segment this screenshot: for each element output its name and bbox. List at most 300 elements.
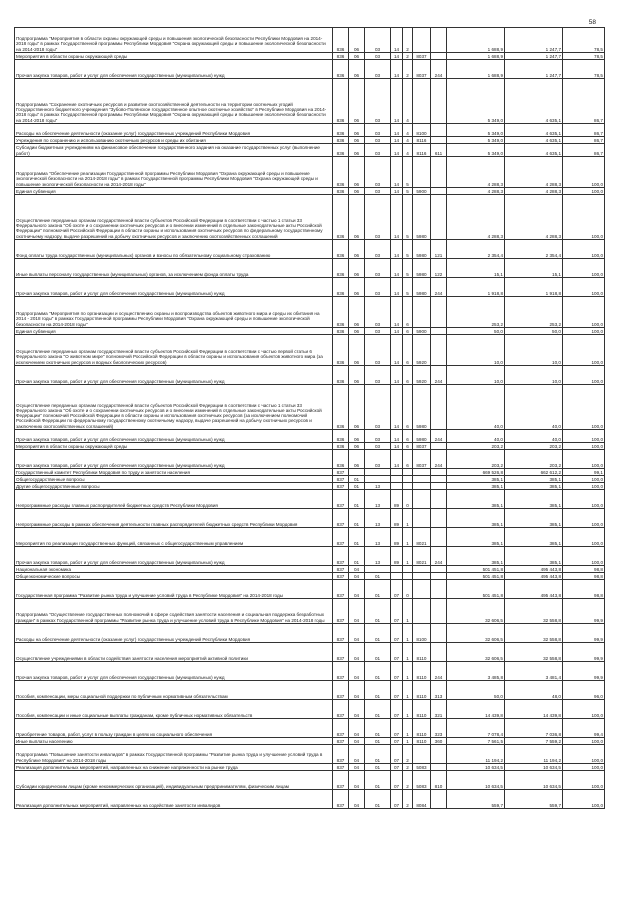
section-code-cell: 04	[349, 738, 365, 745]
row-name-cell: Подпрограмма "Мероприятия в области охраны окружающей среды и повышения экологической безопасности Республики Мордовия на 2014-2018 годы" в рамках Государственной программы Республики Мордовия "Охрана окружающей среды и повышение экологической безопасности на 2014-2018 годы"	[15, 28, 333, 53]
row-name-cell: Осуществление переданных органам государственной власти субъектов Российской Федерации в соответствии с частью 1 статьи 33 Федерального закона "Об охоте и о сохранении охотничьих ресурсов и о внесении изменений в отдельные законодательные акты Российской Федерации" полномочий Российской Федерации в области охраны и использования охотничьих ресурсов по федеральному государственному охотничьему надзору, выдаче разрешений на добычу охотничьих ресурсов и заключению охотхозяйственных соглашений	[15, 195, 333, 240]
item-code-cell	[413, 476, 431, 483]
table-row	[15, 790, 605, 809]
execution-percent-cell: 100,0	[563, 547, 605, 566]
actual-amount-cell: 253,2	[505, 297, 563, 328]
planned-amount-cell: 32 606,5	[447, 624, 505, 643]
program-code-cell: 14	[391, 385, 403, 430]
expense-type-cell	[431, 124, 447, 137]
ministry-code-cell: 837	[333, 580, 349, 599]
item-code-cell: 8100	[413, 124, 431, 137]
actual-amount-cell: 4 635,1	[505, 144, 563, 157]
ministry-code-cell: 837	[333, 476, 349, 483]
expense-type-cell	[431, 385, 447, 430]
planned-amount-cell: 1 688,9	[447, 53, 505, 60]
subprogram-code-cell: 6	[403, 443, 413, 450]
actual-amount-cell: 4 288,3	[505, 195, 563, 240]
subsection-code-cell: 01	[365, 624, 391, 643]
ministry-code-cell: 837	[333, 662, 349, 681]
section-code-cell: 01	[349, 490, 365, 509]
subprogram-code-cell: 2	[403, 771, 413, 790]
table-row	[15, 259, 605, 278]
table-row	[15, 490, 605, 509]
planned-amount-cell: 203,2	[447, 443, 505, 450]
actual-amount-cell: 10 634,5	[505, 764, 563, 771]
execution-percent-cell: 86,7	[563, 144, 605, 157]
execution-percent-cell: 99,9	[563, 624, 605, 643]
actual-amount-cell: 385,1	[505, 490, 563, 509]
execution-percent-cell: 100,0	[563, 430, 605, 443]
actual-amount-cell: 385,1	[505, 528, 563, 547]
subsection-code-cell: 01	[365, 738, 391, 745]
program-code-cell: 14	[391, 188, 403, 195]
subsection-code-cell: 03	[365, 195, 391, 240]
section-code-cell: 06	[349, 195, 365, 240]
ministry-code-cell: 837	[333, 643, 349, 662]
expense-type-cell	[431, 624, 447, 643]
program-code-cell: 07	[391, 738, 403, 745]
item-code-cell: 5900	[413, 328, 431, 335]
subprogram-code-cell: 5	[403, 278, 413, 297]
row-name-cell: Единая субвенция	[15, 188, 333, 195]
actual-amount-cell: 203,2	[505, 443, 563, 450]
section-code-cell: 06	[349, 385, 365, 430]
expense-type-cell	[431, 580, 447, 599]
item-code-cell: 8100	[413, 624, 431, 643]
subprogram-code-cell: 1	[403, 599, 413, 624]
ministry-code-cell: 836	[333, 278, 349, 297]
actual-amount-cell: 11 194,2	[505, 745, 563, 764]
expense-type-cell	[431, 469, 447, 476]
expense-type-cell	[431, 643, 447, 662]
ministry-code-cell: 836	[333, 28, 349, 53]
section-code-cell: 04	[349, 662, 365, 681]
ministry-code-cell: 836	[333, 60, 349, 79]
subprogram-code-cell: 2	[403, 53, 413, 60]
program-code-cell: 89	[391, 547, 403, 566]
planned-amount-cell: 10,0	[447, 366, 505, 385]
table-body	[15, 28, 605, 809]
item-code-cell: 8110	[413, 662, 431, 681]
item-code-cell: 8116	[413, 144, 431, 157]
actual-amount-cell: 4 288,3	[505, 188, 563, 195]
ministry-code-cell: 837	[333, 764, 349, 771]
expense-type-cell: 244	[431, 366, 447, 385]
subprogram-code-cell	[403, 469, 413, 476]
row-name-cell: Прочая закупка товаров, работ и услуг для обеспечения государственных (муниципальных) нужд	[15, 278, 333, 297]
actual-amount-cell: 203,2	[505, 450, 563, 469]
subsection-code-cell: 01	[365, 573, 391, 580]
row-name-cell: Общегосударственные вопросы	[15, 476, 333, 483]
table-row	[15, 719, 605, 738]
row-name-cell: Мероприятия в области охраны окружающей среды	[15, 53, 333, 60]
expense-type-cell	[431, 335, 447, 366]
planned-amount-cell: 40,0	[447, 430, 505, 443]
execution-percent-cell: 100,0	[563, 764, 605, 771]
budget-table	[14, 27, 605, 809]
subprogram-code-cell: 6	[403, 335, 413, 366]
section-code-cell: 04	[349, 745, 365, 764]
planned-amount-cell: 7 561,5	[447, 738, 505, 745]
item-code-cell	[413, 483, 431, 490]
subsection-code-cell: 01	[365, 700, 391, 719]
section-code-cell: 04	[349, 764, 365, 771]
expense-type-cell	[431, 79, 447, 124]
actual-amount-cell: 495 443,8	[505, 566, 563, 573]
actual-amount-cell: 10,0	[505, 366, 563, 385]
row-name-cell: Прочая закупка товаров, работ и услуг для обеспечения государственных (муниципальных) нужд	[15, 430, 333, 443]
actual-amount-cell: 48,0	[505, 681, 563, 700]
subsection-code-cell: 03	[365, 240, 391, 259]
section-code-cell: 06	[349, 328, 365, 335]
table-row	[15, 573, 605, 580]
expense-type-cell: 244	[431, 450, 447, 469]
program-code-cell	[391, 483, 403, 490]
planned-amount-cell: 203,2	[447, 450, 505, 469]
execution-percent-cell: 86,7	[563, 124, 605, 137]
row-name-cell: Пособия, компенсации и иные социальные выплаты гражданам, кроме публичных нормативных обязательств	[15, 700, 333, 719]
row-name-cell: Фонд оплаты труда государственных (муниципальных) органов и взносы по обязательному социальному страхованию	[15, 240, 333, 259]
item-code-cell: 5920	[413, 366, 431, 385]
section-code-cell: 04	[349, 790, 365, 809]
ministry-code-cell: 837	[333, 483, 349, 490]
expense-type-cell	[431, 490, 447, 509]
subprogram-code-cell	[403, 566, 413, 573]
ministry-code-cell: 836	[333, 195, 349, 240]
expense-type-cell: 244	[431, 278, 447, 297]
planned-amount-cell: 1 688,9	[447, 28, 505, 53]
ministry-code-cell: 836	[333, 157, 349, 188]
program-code-cell: 14	[391, 144, 403, 157]
table-row	[15, 566, 605, 573]
table-row	[15, 469, 605, 476]
table-row	[15, 137, 605, 144]
planned-amount-cell: 1 918,8	[447, 278, 505, 297]
subprogram-code-cell: 4	[403, 79, 413, 124]
expense-type-cell: 121	[431, 240, 447, 259]
planned-amount-cell: 669 526,8	[447, 469, 505, 476]
subprogram-code-cell: 6	[403, 430, 413, 443]
program-code-cell: 89	[391, 528, 403, 547]
expense-type-cell	[431, 573, 447, 580]
expense-type-cell	[431, 764, 447, 771]
section-code-cell: 04	[349, 599, 365, 624]
section-code-cell	[349, 469, 365, 476]
planned-amount-cell: 385,1	[447, 509, 505, 528]
execution-percent-cell: 86,7	[563, 137, 605, 144]
ministry-code-cell: 836	[333, 53, 349, 60]
actual-amount-cell: 40,0	[505, 430, 563, 443]
subsection-code-cell: 01	[365, 771, 391, 790]
subprogram-code-cell: 5	[403, 157, 413, 188]
table-row	[15, 764, 605, 771]
expense-type-cell	[431, 483, 447, 490]
row-name-cell: Пособия, компенсации, меры социальной поддержки по публичным нормативным обязательствам	[15, 681, 333, 700]
ministry-code-cell: 836	[333, 450, 349, 469]
subsection-code-cell: 03	[365, 53, 391, 60]
program-code-cell: 14	[391, 430, 403, 443]
section-code-cell: 04	[349, 566, 365, 573]
row-name-cell: Государственная программа "Развитие рынка труда и улучшение условий труда в Республике Мордовия" на 2014-2018 годы	[15, 580, 333, 599]
ministry-code-cell: 836	[333, 144, 349, 157]
planned-amount-cell: 253,2	[447, 297, 505, 328]
subsection-code-cell: 03	[365, 328, 391, 335]
execution-percent-cell: 99,9	[563, 662, 605, 681]
section-code-cell: 06	[349, 450, 365, 469]
item-code-cell: 5980	[413, 195, 431, 240]
subsection-code-cell: 13	[365, 528, 391, 547]
execution-percent-cell: 100,0	[563, 490, 605, 509]
section-code-cell: 04	[349, 624, 365, 643]
section-code-cell: 06	[349, 188, 365, 195]
item-code-cell: 5083	[413, 764, 431, 771]
actual-amount-cell: 1 247,7	[505, 60, 563, 79]
row-name-cell: Подпрограмма "Мероприятия по организации и осуществлению охраны и воспроизводства объектов животного мира и среды их обитания на 2014 - 2018 годы" в рамках Государственной программы Республики Мордовия "Охрана окружающей среды и повышение экологической безопасности на 2014-2018 годы"	[15, 297, 333, 328]
table-row	[15, 188, 605, 195]
planned-amount-cell: 501 451,8	[447, 580, 505, 599]
subprogram-code-cell: 1	[403, 738, 413, 745]
program-code-cell	[391, 566, 403, 573]
actual-amount-cell: 1 918,8	[505, 278, 563, 297]
program-code-cell: 07	[391, 681, 403, 700]
table-row	[15, 240, 605, 259]
item-code-cell: 8110	[413, 643, 431, 662]
subsection-code-cell	[365, 469, 391, 476]
item-code-cell: 8037	[413, 60, 431, 79]
planned-amount-cell: 385,1	[447, 476, 505, 483]
execution-percent-cell: 100,0	[563, 195, 605, 240]
ministry-code-cell: 836	[333, 335, 349, 366]
execution-percent-cell: 99,1	[563, 469, 605, 476]
subprogram-code-cell: 4	[403, 137, 413, 144]
expense-type-cell	[431, 328, 447, 335]
table-row	[15, 745, 605, 764]
program-code-cell: 07	[391, 700, 403, 719]
ministry-code-cell: 837	[333, 681, 349, 700]
actual-amount-cell: 4 635,1	[505, 79, 563, 124]
ministry-code-cell: 836	[333, 124, 349, 137]
actual-amount-cell: 385,1	[505, 547, 563, 566]
item-code-cell: 5900	[413, 188, 431, 195]
subsection-code-cell: 13	[365, 509, 391, 528]
row-name-cell: Прочая закупка товаров, работ и услуг для обеспечения государственных (муниципальных) нужд	[15, 60, 333, 79]
expense-type-cell: 244	[431, 430, 447, 443]
planned-amount-cell: 3 485,8	[447, 662, 505, 681]
table-row	[15, 662, 605, 681]
expense-type-cell	[431, 157, 447, 188]
ministry-code-cell: 837	[333, 566, 349, 573]
subsection-code-cell: 01	[365, 764, 391, 771]
ministry-code-cell: 837	[333, 745, 349, 764]
row-name-cell: Реализация дополнительных мероприятий, направленных на содействие занятости инвалидов	[15, 790, 333, 809]
subprogram-code-cell: 2	[403, 60, 413, 79]
program-code-cell: 07	[391, 624, 403, 643]
subsection-code-cell: 01	[365, 681, 391, 700]
section-code-cell: 04	[349, 771, 365, 790]
item-code-cell	[413, 573, 431, 580]
expense-type-cell: 611	[431, 144, 447, 157]
subprogram-code-cell: 1	[403, 662, 413, 681]
program-code-cell: 14	[391, 240, 403, 259]
item-code-cell	[413, 566, 431, 573]
subprogram-code-cell: 1	[403, 528, 413, 547]
actual-amount-cell: 10,0	[505, 335, 563, 366]
expense-type-cell	[431, 476, 447, 483]
planned-amount-cell: 4 288,3	[447, 195, 505, 240]
planned-amount-cell: 10 634,5	[447, 764, 505, 771]
table-row	[15, 385, 605, 430]
program-code-cell: 14	[391, 443, 403, 450]
execution-percent-cell: 100,0	[563, 790, 605, 809]
table-row	[15, 738, 605, 745]
program-code-cell: 07	[391, 580, 403, 599]
actual-amount-cell: 385,1	[505, 483, 563, 490]
subsection-code-cell: 03	[365, 28, 391, 53]
row-name-cell: Единая субвенция	[15, 328, 333, 335]
subprogram-code-cell: 6	[403, 297, 413, 328]
item-code-cell	[413, 599, 431, 624]
row-name-cell: Национальная экономика	[15, 566, 333, 573]
row-name-cell: Непрограммные расходы главных распорядителей бюджетных средств Республики Мордовия	[15, 490, 333, 509]
item-code-cell	[413, 509, 431, 528]
item-code-cell	[413, 745, 431, 764]
planned-amount-cell: 559,7	[447, 790, 505, 809]
table-row	[15, 297, 605, 328]
item-code-cell: 5980	[413, 240, 431, 259]
ministry-code-cell: 837	[333, 771, 349, 790]
actual-amount-cell: 495 443,8	[505, 573, 563, 580]
section-code-cell: 04	[349, 573, 365, 580]
ministry-code-cell: 837	[333, 509, 349, 528]
item-code-cell: 8084	[413, 790, 431, 809]
row-name-cell: Подпрограмма "Сохранение охотничьих ресурсов и развитие охотхозяйственной деятельности на территории охотничьих угодий Государственного бюджетного учреждения "Зубово-Полянское государственное опытное охотничье хозяйство" в Республике Мордовия на 2014-2018 годы" в рамках Государственной программы Республики Мордовия "Охрана окружающей среды и повышение экологической безопасности на 2014-2018 годы"	[15, 79, 333, 124]
program-code-cell: 14	[391, 53, 403, 60]
ministry-code-cell: 836	[333, 385, 349, 430]
execution-percent-cell: 98,8	[563, 566, 605, 573]
subsection-code-cell	[365, 476, 391, 483]
row-name-cell: Субсидии юридическим лицам (кроме некоммерческих организаций), индивидуальным предпринимателям, физическим лицам	[15, 771, 333, 790]
subprogram-code-cell: 1	[403, 509, 413, 528]
table-row	[15, 580, 605, 599]
subsection-code-cell: 03	[365, 137, 391, 144]
execution-percent-cell: 78,5	[563, 60, 605, 79]
subprogram-code-cell: 6	[403, 385, 413, 430]
execution-percent-cell: 100,0	[563, 745, 605, 764]
actual-amount-cell: 662 612,2	[505, 469, 563, 476]
subsection-code-cell: 01	[365, 599, 391, 624]
table-row	[15, 60, 605, 79]
item-code-cell: 8021	[413, 528, 431, 547]
subsection-code-cell: 03	[365, 366, 391, 385]
section-code-cell: 04	[349, 580, 365, 599]
execution-percent-cell: 100,0	[563, 509, 605, 528]
program-code-cell: 14	[391, 137, 403, 144]
table-row	[15, 547, 605, 566]
table-row	[15, 476, 605, 483]
expense-type-cell	[431, 745, 447, 764]
section-code-cell: 01	[349, 509, 365, 528]
actual-amount-cell: 15,1	[505, 259, 563, 278]
planned-amount-cell: 2 354,4	[447, 240, 505, 259]
subprogram-code-cell: 1	[403, 624, 413, 643]
execution-percent-cell: 100,0	[563, 450, 605, 469]
table-row	[15, 195, 605, 240]
program-code-cell	[391, 573, 403, 580]
program-code-cell: 14	[391, 195, 403, 240]
subsection-code-cell: 03	[365, 278, 391, 297]
ministry-code-cell: 837	[333, 719, 349, 738]
execution-percent-cell: 99,9	[563, 599, 605, 624]
row-name-cell: Государственный комитет Республики Мордовия по труду и занятости населения	[15, 469, 333, 476]
ministry-code-cell: 837	[333, 700, 349, 719]
row-name-cell: Учреждения по сохранению и использованию охотничьих ресурсов и среды их обитания	[15, 137, 333, 144]
planned-amount-cell: 50,0	[447, 328, 505, 335]
row-name-cell: Подпрограмма "Обеспечение реализации Государственной программы Республики Мордовия "Охрана окружающей среды и повышение экологической безопасности на 2014-2018 годы" в рамках Государственной программы Республики Мордовия "Охрана окружающей среды и повышение экологической безопасности на 2014-2018 годы"	[15, 157, 333, 188]
ministry-code-cell: 836	[333, 79, 349, 124]
expense-type-cell	[431, 137, 447, 144]
program-code-cell: 07	[391, 643, 403, 662]
program-code-cell: 07	[391, 719, 403, 738]
row-name-cell: Прочая закупка товаров, работ и услуг для обеспечения государственных (муниципальных) нужд	[15, 450, 333, 469]
table-row	[15, 53, 605, 60]
program-code-cell: 14	[391, 328, 403, 335]
table-row	[15, 483, 605, 490]
table-row	[15, 366, 605, 385]
planned-amount-cell: 14 439,8	[447, 700, 505, 719]
subprogram-code-cell: 2	[403, 28, 413, 53]
planned-amount-cell: 5 349,0	[447, 137, 505, 144]
table-row	[15, 79, 605, 124]
ministry-code-cell: 836	[333, 366, 349, 385]
table-row	[15, 443, 605, 450]
program-code-cell: 14	[391, 278, 403, 297]
row-name-cell: Приобретение товаров, работ, услуг в пользу граждан в целях их социального обеспечения	[15, 719, 333, 738]
expense-type-cell	[431, 790, 447, 809]
row-name-cell: Осуществление учреждениями в области содействия занятости населения мероприятий активной политики	[15, 643, 333, 662]
item-code-cell: 8110	[413, 719, 431, 738]
expense-type-cell	[431, 297, 447, 328]
program-code-cell: 14	[391, 450, 403, 469]
execution-percent-cell: 100,0	[563, 385, 605, 430]
item-code-cell	[413, 490, 431, 509]
ministry-code-cell: 836	[333, 188, 349, 195]
table-row	[15, 328, 605, 335]
row-name-cell: Непрограммные расходы в рамках обеспечения деятельности главных распорядителей бюджетных средств Республики Мордовия	[15, 509, 333, 528]
ministry-code-cell: 836	[333, 328, 349, 335]
expense-type-cell	[431, 28, 447, 53]
expense-type-cell: 810	[431, 771, 447, 790]
subprogram-code-cell: 5	[403, 188, 413, 195]
row-name-cell: Расходы на обеспечение деятельности (оказание услуг) государственных учреждений Республики Мордовия	[15, 624, 333, 643]
expense-type-cell: 244	[431, 662, 447, 681]
row-name-cell: Мероприятия по реализации государственных функций, связанных с общегосударственным управлением	[15, 528, 333, 547]
section-code-cell: 06	[349, 60, 365, 79]
table-row	[15, 144, 605, 157]
execution-percent-cell: 96,0	[563, 681, 605, 700]
section-code-cell: 04	[349, 681, 365, 700]
subsection-code-cell: 01	[365, 580, 391, 599]
item-code-cell: 8116	[413, 137, 431, 144]
actual-amount-cell: 1 247,7	[505, 28, 563, 53]
execution-percent-cell: 86,7	[563, 79, 605, 124]
expense-type-cell	[431, 509, 447, 528]
subprogram-code-cell: 6	[403, 328, 413, 335]
ministry-code-cell: 837	[333, 490, 349, 509]
program-code-cell: 07	[391, 764, 403, 771]
actual-amount-cell: 7 559,2	[505, 738, 563, 745]
table-row	[15, 599, 605, 624]
execution-percent-cell: 100,0	[563, 483, 605, 490]
